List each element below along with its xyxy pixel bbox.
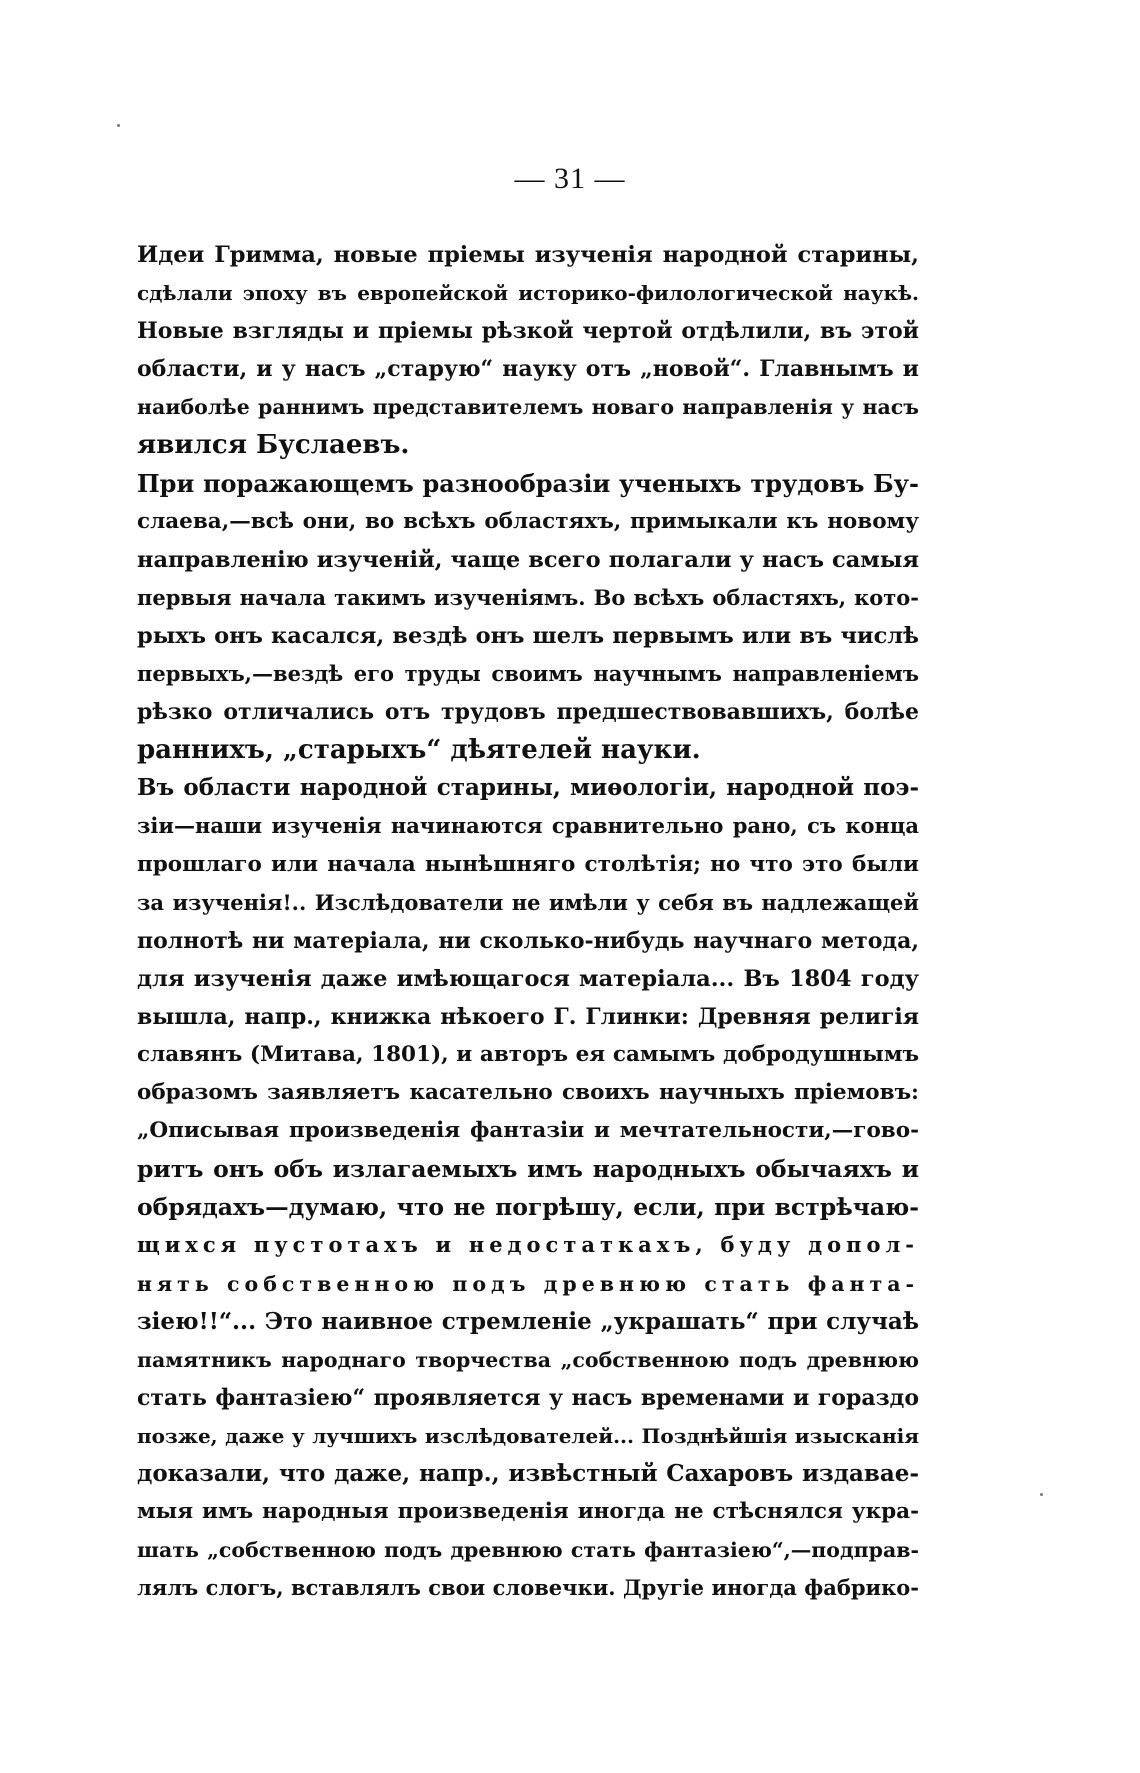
text-line: наиболѣе раннимъ представителемъ новаго направленія у насъ bbox=[137, 395, 919, 420]
text-line: области, и у насъ „старую“ науку отъ „новой“. Главнымъ и bbox=[137, 356, 919, 383]
text-line: образомъ заявляетъ касательно своихъ научныхъ пріемовъ: bbox=[137, 1080, 919, 1106]
text-line: сдѣлали эпоху въ европейской историко-филологической наукѣ. bbox=[137, 281, 919, 306]
paragraph bbox=[137, 769, 919, 1607]
page-number: — 31 — bbox=[514, 162, 626, 195]
text-line: зіи—наши изученія начинаются сравнительно рано, съ конца bbox=[137, 813, 919, 839]
text-line: обрядахъ—думаю, что не погрѣшу, если, при встрѣчаю- bbox=[137, 1193, 919, 1222]
text-line: слаева,—всѣ они, во всѣхъ областяхъ, примыкали къ новому bbox=[137, 508, 919, 534]
text-line: нять собственною подъ древнюю стать фанта- bbox=[137, 1271, 919, 1296]
text-line: вышла, напр., книжка нѣкоего Г. Глинки: Древняя религія bbox=[137, 1003, 919, 1030]
text-line: Новые взгляды и пріемы рѣзкой чертой отдѣлили, въ этой bbox=[137, 318, 919, 345]
text-line: стать фантазіею“ проявляется у насъ временами и гораздо bbox=[137, 1384, 919, 1411]
speck-mark bbox=[117, 124, 120, 127]
text-line: первыя начала такимъ изученіямъ. Во всѣхъ областяхъ, кото- bbox=[137, 584, 919, 610]
text-line: „Описывая произведенія фантазіи и мечтательности,—гово- bbox=[137, 1118, 919, 1144]
text-line: ритъ онъ объ излагаемыхъ имъ народныхъ обычаяхъ и bbox=[137, 1155, 919, 1184]
text-line: доказали, что даже, напр., извѣстный Сахаровъ издавае- bbox=[137, 1460, 919, 1487]
text-line: позже, даже у лучшихъ изслѣдователей... Позднѣйшія изысканія bbox=[137, 1423, 919, 1448]
text-line: При поражающемъ разнообразіи ученыхъ трудовъ Бу- bbox=[137, 468, 919, 498]
speck-mark bbox=[1040, 1493, 1043, 1496]
text-line: щихся пустотахъ и недостаткахъ, буду допол- bbox=[137, 1232, 919, 1258]
text-line: первыхъ,—вездѣ его труды своимъ научнымъ направленіемъ bbox=[137, 661, 919, 687]
text-line: раннихъ, „старыхъ“ дѣятелей науки. bbox=[137, 735, 701, 766]
text-line: полнотѣ ни матеріала, ни сколько-нибудь научнаго метода, bbox=[137, 927, 919, 954]
text-line: Въ области народной старины, миѳологіи, народной поэ- bbox=[137, 774, 919, 802]
text-line: рѣзко отличались отъ трудовъ предшествовавшихъ, болѣе bbox=[137, 699, 919, 726]
text-line: рыхъ онъ касался, вездѣ онъ шелъ первымъ или въ числѣ bbox=[137, 622, 919, 649]
text-line: Идеи Гримма, новые пріемы изученія народной старины, bbox=[137, 242, 919, 268]
text-line: шать „собственною подъ древнюю стать фантазіею“,—подправ- bbox=[137, 1538, 919, 1563]
text-line: направленію изученій, чаще всего полагали у насъ самыя bbox=[137, 546, 919, 573]
text-line: мыя имъ народныя произведенія иногда не стѣснялся укра- bbox=[137, 1499, 919, 1525]
text-line: явился Буслаевъ. bbox=[137, 430, 410, 461]
text-line: славянъ (Митава, 1801), и авторъ ея самымъ добродушнымъ bbox=[137, 1041, 919, 1067]
text-line: за изученія!.. Изслѣдователи не имѣли у себя въ надлежащей bbox=[137, 889, 919, 915]
text-line: лялъ слогъ, вставлялъ свои словечки. Другіе иногда фабрико- bbox=[137, 1575, 919, 1601]
body-text bbox=[137, 236, 919, 1607]
text-line: памятникъ народнаго творчества „собственною подъ древнюю bbox=[137, 1347, 919, 1372]
text-line: для изученія даже имѣющагося матеріала... Въ 1804 году bbox=[137, 965, 919, 992]
text-line: зіею!!“... Это наивное стремленіе „украшать“ при случаѣ bbox=[137, 1307, 919, 1335]
paragraph bbox=[137, 236, 919, 465]
paragraph bbox=[137, 465, 919, 770]
text-line: прошлаго или начала нынѣшняго столѣтія; но что это были bbox=[137, 851, 919, 877]
